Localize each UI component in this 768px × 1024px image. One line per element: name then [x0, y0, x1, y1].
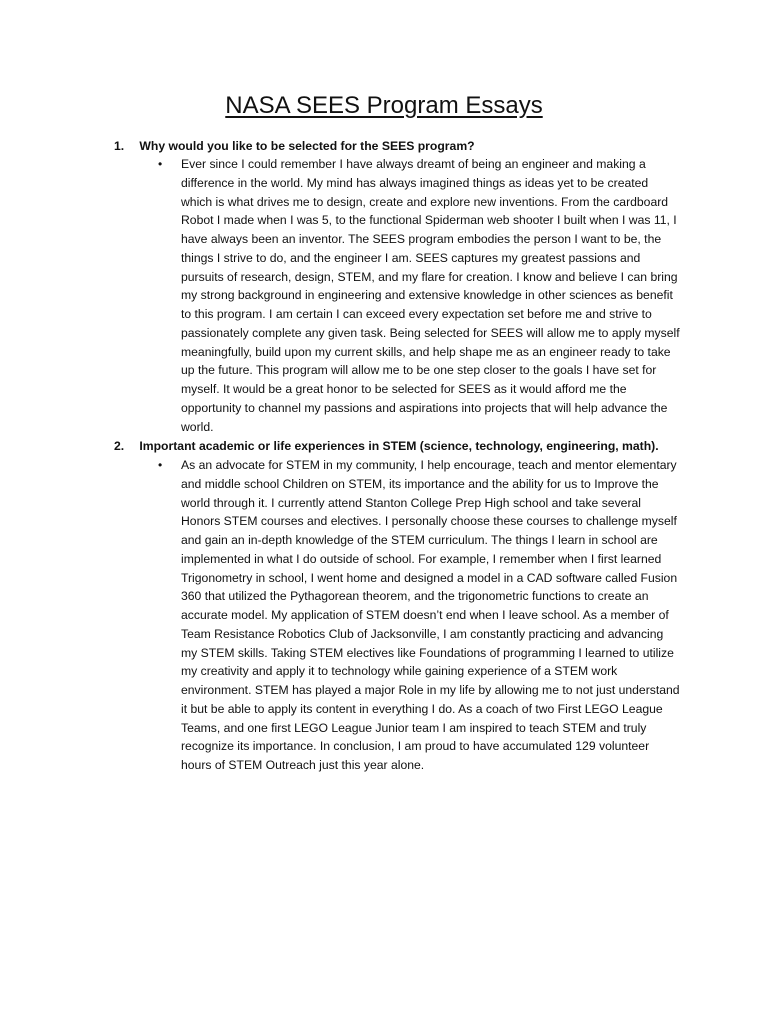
bullet-icon: • — [158, 458, 163, 472]
question-2-number: 2. — [114, 439, 125, 453]
question-1 — [114, 137, 674, 155]
answer-1-paragraph: Ever since I could remember I have always dreamt of being an engineer and making a difference in the world. My mind has always imagined things as ideas yet to be created which is what drives me to design, create and explore new inventions. From the cardboard Robot I made when I was 5, to the functional Spiderman web shooter I built when I was 11, I have always been an inventor. The SEES program embodies the person I want to be, the things I strive to do, and the engineer I am. SEES captures my greatest passions and pursuits of research, design, STEM, and my flare for creation. I know and believe I can bring my strong background in engineering and extensive knowledge in other sciences as benefit to this program. I am certain I can exceed every expectation set before me and strive to passionately complete any given task. Being selected for SEES will allow me to apply myself meaningfully, build upon my current skills, and help shape me as an engineer ready to take up the future. This program will allow me to be one step closer to the goals I have set for myself. It would be a great honor to be selected for SEES as it would afford me the opportunity to channel my passions and aspirations into projects that will help advance the world. — [181, 157, 680, 434]
question-1-text: Why would you like to be selected for the SEES program? — [139, 139, 475, 153]
bullet-icon: • — [158, 157, 163, 171]
question-2-text: Important academic or life experiences in STEM (science, technology, engineering, math). — [139, 439, 659, 453]
question-2 — [114, 437, 674, 455]
question-1-number: 1. — [114, 139, 125, 153]
answer-2-paragraph: As an advocate for STEM in my community, I help encourage, teach and mentor elementary and middle school Children on STEM, its importance and the ability for us to Improve the world through it. I currently attend Stanton College Prep High school and take several Honors STEM courses and electives. I personally choose these courses to challenge myself and gain an in-depth knowledge of the STEM curriculum. The things I learn in school are implemented in what I do outside of school. For example, I remember when I first learned Trigonometry in school, I went home and designed a model in a CAD software called Fusion 360 that utilized the Pythagorean theorem, and the trigonometric functions to create an accurate model. My application of STEM doesn’t end when I leave school. As a member of Team Resistance Robotics Club of Jacksonville, I am constantly practicing and advancing my STEM skills. Taking STEM electives like Foundations of programming I learned to utilize my creativity and apply it to technology while gaining experience of a STEM work environment. STEM has played a major Role in my life by allowing me to not just understand it but be able to apply its content in everything I do. As a coach of two First LEGO League Teams, and one first LEGO League Junior team I am inspired to teach STEM and truly recognize its importance. In conclusion, I am proud to have accumulated 129 volunteer hours of STEM Outreach just this year alone. — [181, 458, 680, 772]
page-title: NASA SEES Program Essays — [225, 92, 543, 119]
